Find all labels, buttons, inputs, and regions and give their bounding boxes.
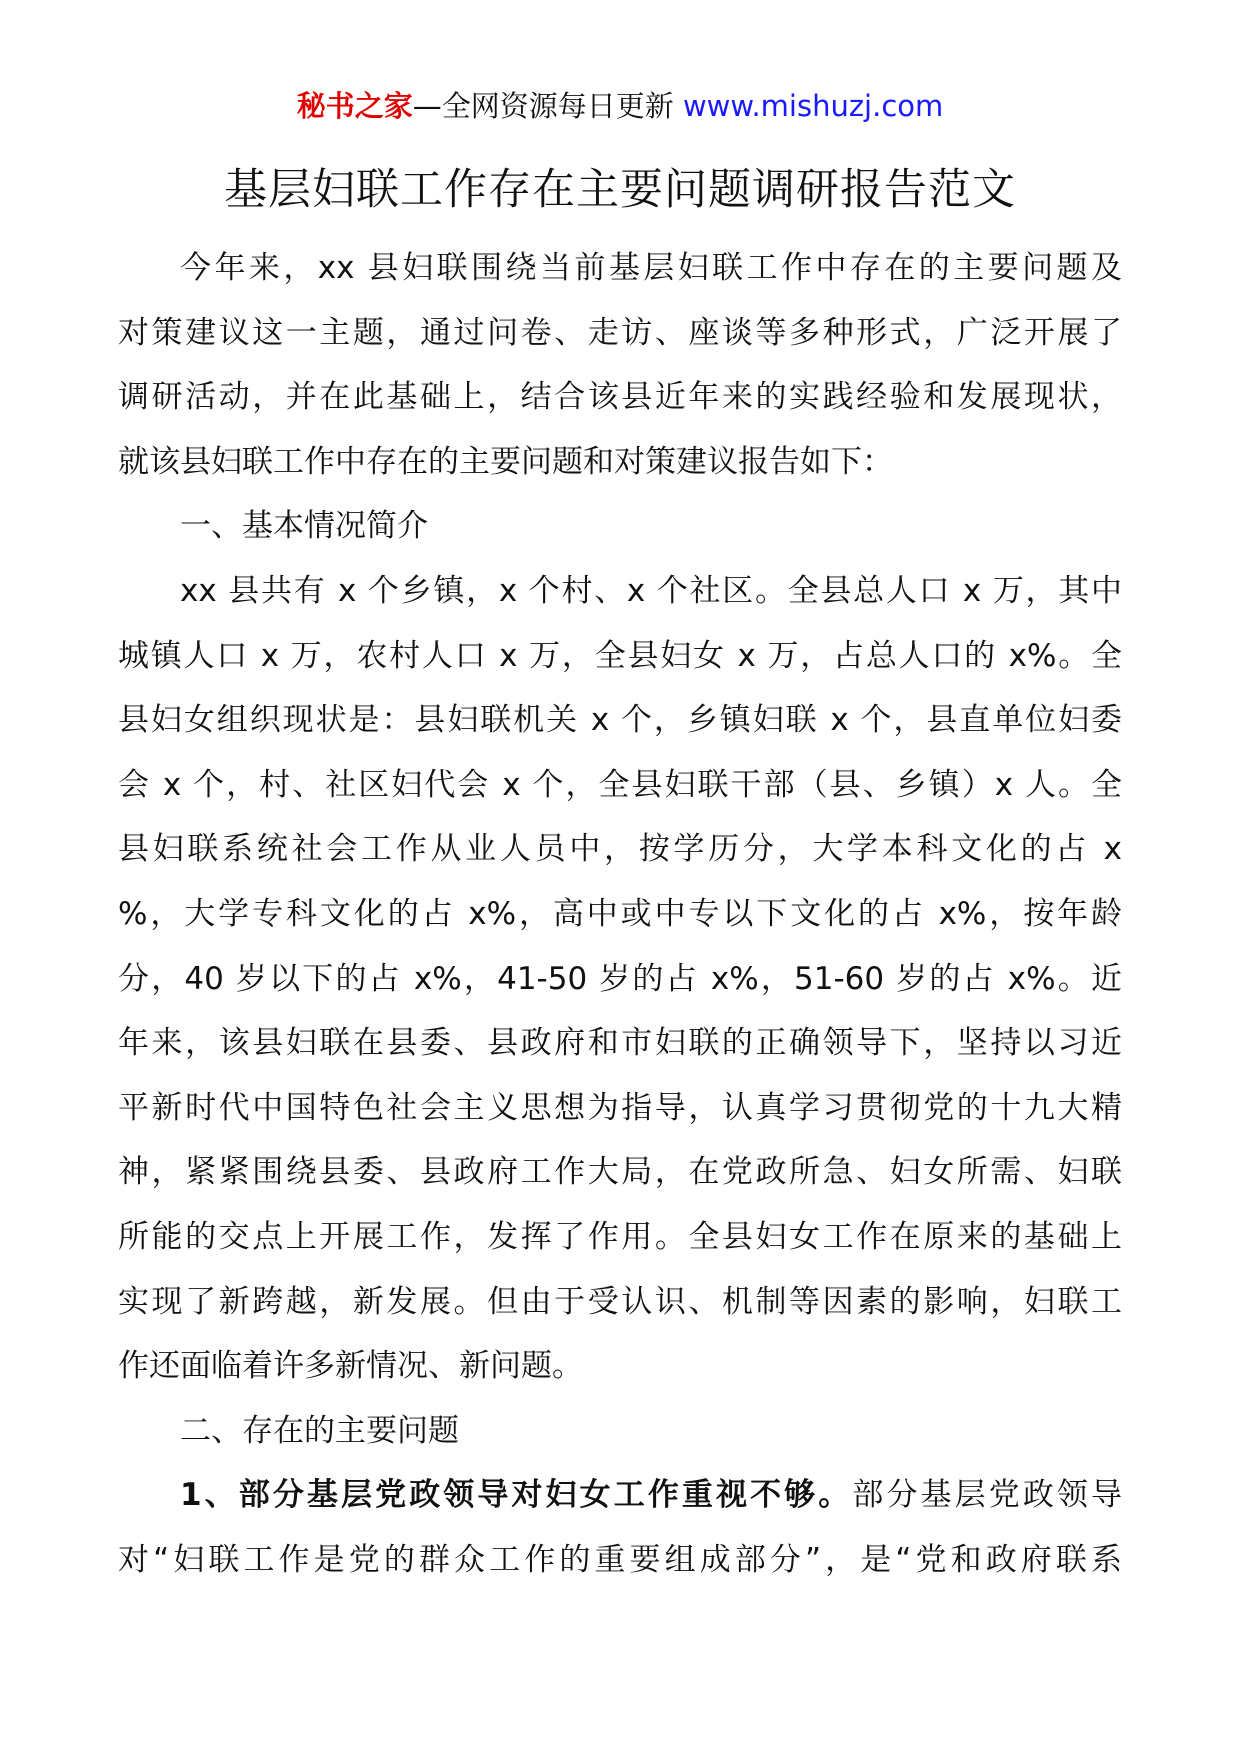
bold-subheading: 1、部分基层党政领导对妇女工作重视不够。 [180,1477,853,1514]
site-url-link[interactable]: www.mishuzj.com [682,89,944,123]
site-tagline: —全网资源每日更新 [412,89,683,123]
paragraph-line: 城镇人口 x 万，农村人口 x 万，全县妇女 x 万，占总人口的 x%。全 [118,637,1122,674]
paragraph-line: 今年来，xx 县妇联围绕当前基层妇联工作中存在的主要问题及 [180,250,1122,286]
paragraph-line: 会 x 个，村、社区妇代会 x 个，全县妇联干部（县、乡镇）x 人。全 [118,766,1122,803]
paragraph-line: 对策建议这一主题，通过问卷、走访、座谈等多种形式，广泛开展了 [118,314,1122,351]
paragraph-line: 调研活动，并在此基础上，结合该县近年来的实践经验和发展现状， [118,379,1122,416]
paragraph-line: 县妇联系统社会工作从业人员中，按学历分，大学本科文化的占 x [118,831,1122,868]
paragraph-line: 平新时代中国特色社会主义思想为指导，认真学习贯彻党的十九大精 [118,1089,1122,1126]
paragraph-line: 就该县妇联工作中存在的主要问题和对策建议报告如下： [118,443,893,480]
paragraph-text: 部分基层党政领导 [852,1477,1123,1514]
section-heading: 二、存在的主要问题 [180,1412,459,1449]
paragraph-line: 实现了新跨越，新发展。但由于受认识、机制等因素的影响，妇联工 [118,1283,1122,1320]
paragraph-line: 对“妇联工作是党的群众工作的重要组成部分”，是“党和政府联系 [118,1541,1122,1578]
document-body [118,236,1122,1592]
paragraph-line [118,1463,1122,1528]
paragraph-line: 所能的交点上开展工作，发挥了作用。全县妇女工作在原来的基础上 [118,1218,1122,1255]
paragraph-line: 分，40 岁以下的占 x%，41-50 岁的占 x%，51-60 岁的占 x%。近 [118,960,1122,997]
site-brand[interactable]: 秘书之家 [296,89,413,123]
site-header [0,86,1240,126]
paragraph-line: 作还面临着许多新情况、新问题。 [118,1348,583,1385]
section-heading: 一、基本情况简介 [180,508,428,545]
paragraph-line: %，大学专科文化的占 x%，高中或中专以下文化的占 x%，按年龄 [118,895,1122,932]
paragraph-line: xx 县共有 x 个乡镇，x 个村、x 个社区。全县总人口 x 万，其中 [180,572,1122,609]
paragraph-line: 年来，该县妇联在县委、县政府和市妇联的正确领导下，坚持以习近 [118,1025,1122,1062]
document-title: 基层妇联工作存在主要问题调研报告范文 [224,165,1016,215]
paragraph-line: 神，紧紧围绕县委、县政府工作大局，在党政所急、妇女所需、妇联 [118,1154,1122,1191]
paragraph-line: 县妇女组织现状是：县妇联机关 x 个，乡镇妇联 x 个，县直单位妇委 [118,702,1122,739]
